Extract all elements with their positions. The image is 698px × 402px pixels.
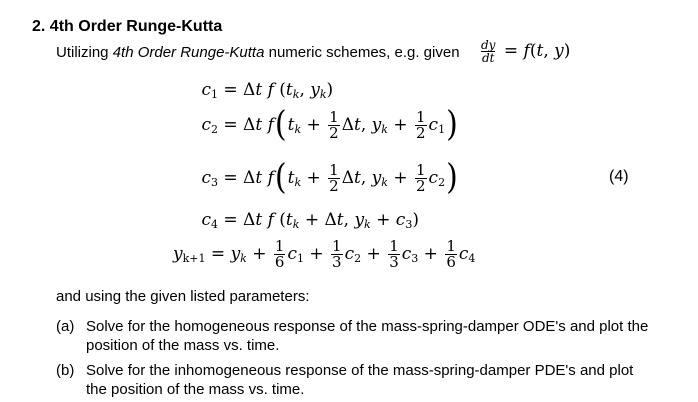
- intro-emphasis: 4th Order Runge-Kutta: [112, 44, 265, 61]
- equation-c2: $c_2$ = Δ t f ( $t_k$ + $\frac{1}{2}$ Δ t , $y_k$ + $\frac{1}{2}$ $c_1$ ): [201, 104, 458, 145]
- equation-c1: $c_1$ = Δ t f ( $t_k$ , $y_k$ ): [201, 79, 334, 101]
- item-text: Solve for the homogeneous response of the mass-spring-damper ODE's and plot the position of the mass vs. time.: [86, 318, 649, 354]
- item-label: (a): [56, 318, 75, 335]
- ode-definition: $\frac{dy}{dt}$ = f ( t , y ): [481, 37, 571, 65]
- intro-before: Utilizing: [56, 44, 113, 61]
- item-text: Solve for the inhomogeneous response of the mass-spring-damper PDE's and plot the position of the mass vs. time.: [86, 362, 634, 398]
- equation-c3: $c_3$ = Δ t f ( $t_k$ + $\frac{1}{2}$ Δ t , $y_k$ + $\frac{1}{2}$ $c_2$ ): [201, 157, 458, 198]
- problem-title: 4th Order Runge-Kutta: [49, 18, 223, 35]
- list-item-b: [56, 361, 656, 399]
- list-item-a: [56, 317, 656, 355]
- equation-y-update: $y_{k+1}$ = $y_k$ + $\frac{1}{6}$ $c_1$ + $\frac{1}{3}$ $c_2$ + $\frac{1}{3}$ $c_3$ + $\frac{1}{6}$ $c_4$: [173, 236, 476, 271]
- dy-dt-fraction: $\frac{dy}{dt}$: [481, 37, 496, 65]
- intro-after: numeric schemes, e.g. given: [264, 44, 460, 61]
- problem-heading: [32, 18, 222, 36]
- equation-number: (4): [609, 168, 629, 185]
- intro-text: [56, 44, 460, 61]
- problem-number: 2.: [32, 18, 46, 35]
- item-label: (b): [56, 362, 75, 379]
- equation-c4: $c_4$ = Δ t f ( $t_k$ + Δ t , $y_k$ + $c_3$ ): [201, 209, 419, 231]
- parameters-text: and using the given listed parameters:: [56, 288, 310, 305]
